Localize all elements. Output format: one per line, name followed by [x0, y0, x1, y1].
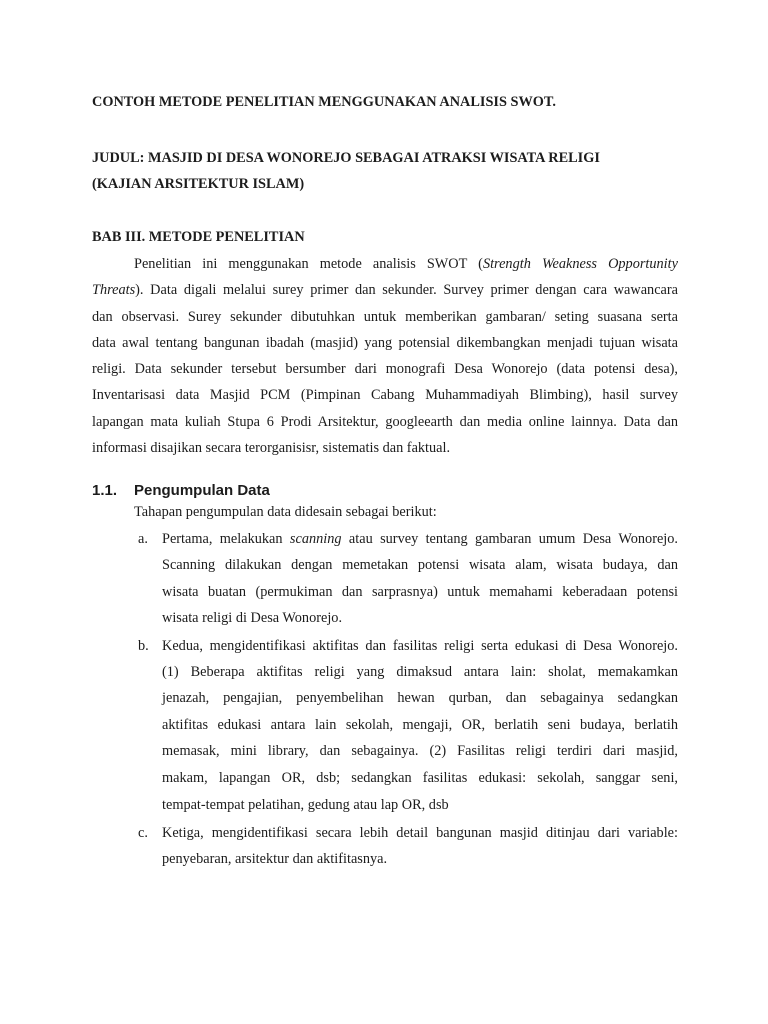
chapter-heading: BAB III. METODE PENELITIAN: [92, 229, 305, 245]
list-marker: b.: [138, 638, 149, 654]
item-b-line-7: tempat-tempat pelatihan, gedung atau lap OR, dsb: [162, 797, 449, 813]
item-a-line-1: Pertama, melakukan scanning atau survey tentang gambaran umum Desa Wonorejo.: [162, 531, 678, 547]
item-c-line-1: Ketiga, mengidentifikasi secara lebih detail bangunan masjid ditinjau dari variable:: [162, 825, 678, 841]
item-a-line-4: wisata religi di Desa Wonorejo.: [162, 610, 343, 626]
intro-line-1: Penelitian ini menggunakan metode analisis SWOT (Strength Weakness Opportunity: [134, 256, 678, 272]
section-number: 1.1.: [92, 482, 118, 499]
intro-line-6: Inventarisasi data Masjid PCM (Pimpinan Cabang Muhammadiyah Blimbing), hasil survey: [92, 387, 678, 403]
intro-line-3: dan observasi. Surey sekunder dibutuhkan untuk memberikan gambaran/ seting suasana serta: [92, 309, 678, 325]
item-b-line-2: (1) Beberapa aktifitas religi yang dimaksud antara lain: sholat, memakamkan: [162, 664, 678, 680]
item-a-line-2: Scanning dilakukan dengan memetakan potensi wisata alam, wisata budaya, dan: [162, 557, 678, 573]
item-b-line-1: Kedua, mengidentifikasi aktifitas dan fasilitas religi serta edukasi di Desa Wonorejo.: [162, 638, 678, 654]
section-heading: Pengumpulan Data: [134, 482, 270, 499]
list-marker: a.: [138, 531, 148, 547]
intro-line-4: data awal tentang bangunan ibadah (masjid) yang potensial dikembangkan menjadi tujuan wisata: [92, 335, 678, 351]
item-b-line-3: jenazah, pengajian, penyembelihan hewan qurban, dan sebagainya sedangkan: [162, 690, 678, 706]
document-title: CONTOH METODE PENELITIAN MENGGUNAKAN ANALISIS SWOT.: [92, 94, 556, 110]
item-a-line-3: wisata buatan (permukiman dan sarprasnya) untuk memahami keberadaan potensi: [162, 584, 678, 600]
item-b-line-4: aktifitas edukasi antara lain sekolah, mengaji, OR, berlatih seni budaya, berlatih: [162, 717, 678, 733]
item-b-line-5: memasak, mini library, dan sebagainya. (2) Fasilitas religi terdiri dari masjid,: [162, 743, 678, 759]
section-lead: Tahapan pengumpulan data didesain sebagai berikut:: [134, 504, 437, 520]
intro-line-8: informasi disajikan secara terorganisisr, sistematis dan faktual.: [92, 440, 451, 456]
list-marker: c.: [138, 825, 148, 841]
intro-line-7: lapangan mata kuliah Stupa 6 Prodi Arsitektur, googleearth dan media online lainnya. Data dan: [92, 414, 678, 430]
item-b-line-6: makam, lapangan OR, dsb; sedangkan fasilitas edukasi: sekolah, sanggar seni,: [162, 770, 678, 786]
judul-line-2: (KAJIAN ARSITEKTUR ISLAM): [92, 176, 305, 192]
intro-line-2: Threats). Data digali melalui surey primer dan sekunder. Survey primer dengan cara wawancara: [92, 282, 678, 298]
judul-line-1: JUDUL: MASJID DI DESA WONOREJO SEBAGAI ATRAKSI WISATA RELIGI: [92, 150, 600, 166]
item-c-line-2: penyebaran, arsitektur dan aktifitasnya.: [162, 851, 388, 867]
intro-line-5: religi. Data sekunder tersebut bersumber dari monografi Desa Wonorejo (data potensi desa),: [92, 361, 678, 377]
